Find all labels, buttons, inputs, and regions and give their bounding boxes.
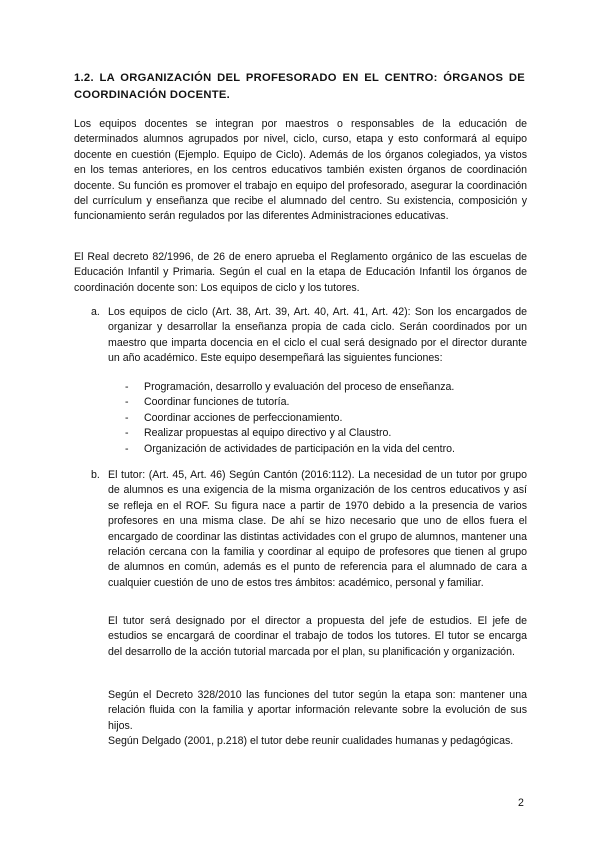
function-item	[125, 442, 525, 457]
function-text: Realizar propuestas al equipo directivo y al Claustro.	[144, 427, 392, 440]
paragraph-real-decreto: El Real decreto 82/1996, de 26 de enero aprueba el Reglamento orgánico de las escuelas de Educación Infantil y Primaria. Según el cual en la etapa de Educación Infantil los órganos de coordinación docente son: Los equipos de ciclo y los tutores.	[74, 251, 527, 294]
function-text: Coordinar acciones de perfeccionamiento.	[144, 411, 343, 424]
section-heading: 1.2. LA ORGANIZACIÓN DEL PROFESORADO EN EL CENTRO: ÓRGANOS DE COORDINACIÓN DOCENTE.	[74, 72, 525, 101]
function-text: Organización de actividades de participación en la vida del centro.	[144, 442, 455, 455]
dash-marker: -	[125, 427, 129, 440]
function-text: Coordinar funciones de tutoría.	[144, 396, 290, 409]
page-number: 2	[518, 797, 524, 809]
dash-marker: -	[125, 442, 129, 455]
list-marker-b: b.	[91, 469, 100, 481]
paragraph-tutor-designado: El tutor será designado por el director a propuesta del jefe de estudios. El jefe de estudios se encargará de coordinar el trabajo de todos los tutores. El tutor se encarga del desarrollo de la acción tutorial marcada por el plan, su planificación y organización.	[108, 615, 527, 658]
list-item-equipos-de-ciclo	[91, 305, 527, 367]
list-item-tutor	[91, 468, 527, 591]
function-item	[125, 411, 525, 426]
list-item-text-b: El tutor: (Art. 45, Art. 46) Según Cantón (2016:112). La necesidad de un tutor por grupo de alumnos es una exigencia de la misma organización de los centros educativos y así se refleja en el ROF. Su figura nace a partir de 1970 debido a la presencia de varios profesores en una misma clase. De ahí se hizo necesario que uno de ellos fuera el encargado de coordinar las distintas actividades con el grupo de alumnos, mantener una relación cercana con la familia y coordinar al equipo de profesores que tienen al grupo de alumnos en común, además es el punto de referencia para el alumnado de cara a cualquier cuestión de uno de estos tres ámbitos: académico, personal y familiar.	[108, 469, 527, 589]
paragraph-delgado: Según Delgado (2001, p.218) el tutor debe reunir cualidades humanas y pedagógicas.	[108, 735, 514, 748]
function-item	[125, 426, 525, 441]
function-item	[125, 395, 525, 410]
paragraph-funciones-tutor	[108, 688, 527, 750]
dash-marker: -	[125, 411, 129, 424]
dash-marker: -	[125, 381, 129, 393]
functions-list	[125, 380, 525, 457]
function-item	[125, 380, 525, 395]
list-marker-a: a.	[91, 306, 100, 318]
function-text: Programación, desarrollo y evaluación del proceso de enseñanza.	[144, 381, 455, 393]
dash-marker: -	[125, 396, 129, 409]
paragraph-decreto-328: Según el Decreto 328/2010 las funciones del tutor según la etapa son: mantener una relación fluida con la familia y aportar información relevante sobre la evolución de sus hijos.	[108, 689, 527, 732]
list-item-text-a: Los equipos de ciclo (Art. 38, Art. 39, Art. 40, Art. 41, Art. 42): Son los encargados de organizar y desarrollar la enseñanza propia de cada ciclo. Serán coordinados por un maestro que imparta docencia en el ciclo el cual será designado por el director durante un año académico. Este equipo desempeñará las siguientes funciones:	[108, 306, 527, 365]
paragraph-equipos-docentes: Los equipos docentes se integran por maestros o responsables de la educación de determinados alumnos agrupados por nivel, ciclo, curso, etapa y esto conformará al equipo docente en cuestión (Ejemplo. Equipo de Ciclo). Además de los órganos colegiados, ya vistos en los temas anteriores, en los centros educativos también existen órganos de coordinación docente. Su función es promover el trabajo en equipo del profesorado, asegurar la coordinación del currículum y enseñanza que recibe el alumnado del centro. Su existencia, composición y funcionamiento serán regulados por las diferentes Administraciones educativas.	[74, 118, 527, 223]
